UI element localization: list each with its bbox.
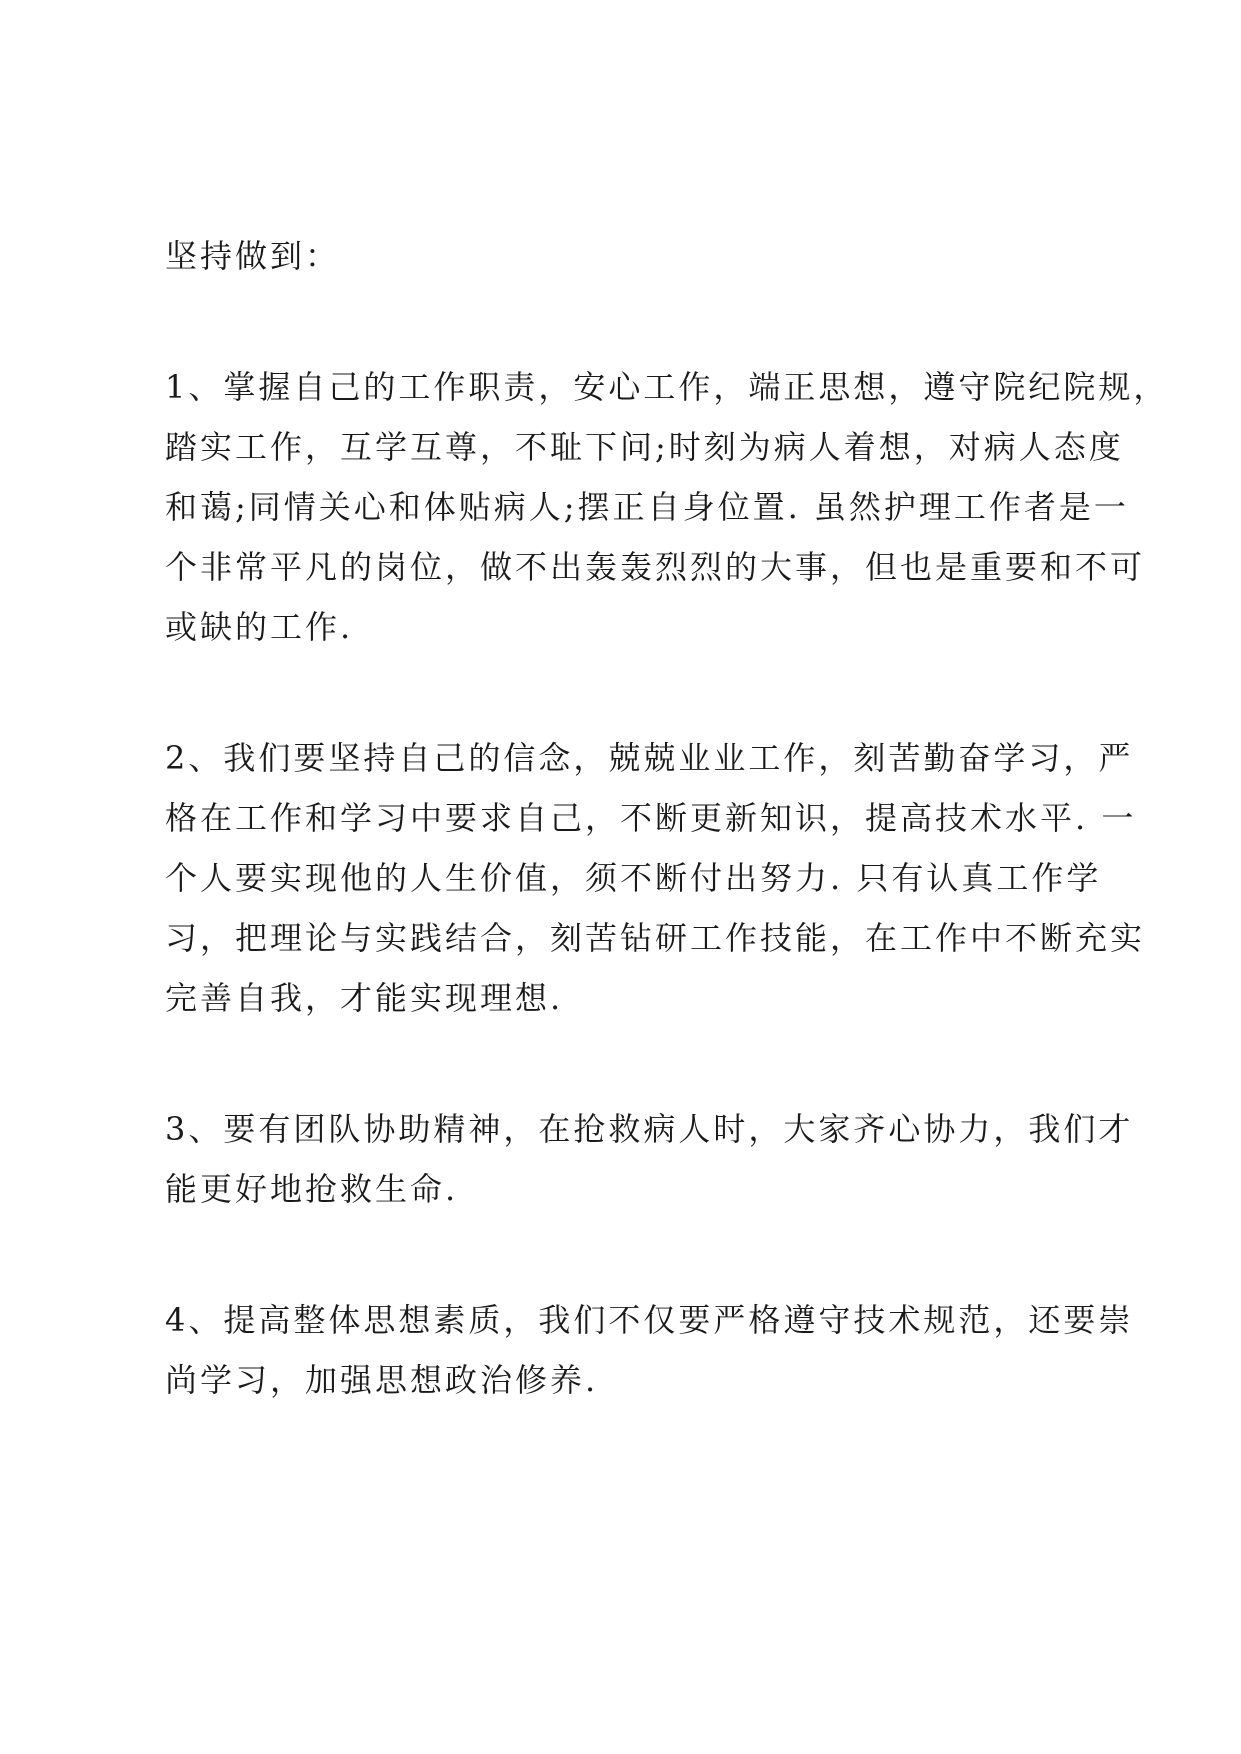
paragraph-line: 能更好地抢救生命.: [165, 1170, 459, 1208]
paragraph-line: 个人要实现他的人生价值，须不断付出努力. 只有认真工作学: [165, 859, 1102, 897]
list-item-4: [165, 1290, 1134, 1410]
paragraph-line: 或缺的工作.: [165, 608, 354, 646]
paragraph-line: 踏实工作，互学互尊，不耻下问;时刻为病人着想，对病人态度: [165, 428, 1124, 466]
list-item-2: [165, 728, 1146, 1028]
list-item-3: [165, 1099, 1134, 1219]
list-item-1: [165, 357, 1169, 657]
intro-paragraph: [165, 226, 1095, 286]
paragraph-line: 3、要有团队协助精神，在抢救病人时，大家齐心协力，我们才: [165, 1110, 1134, 1148]
paragraph-line: 完善自我，才能实现理想.: [165, 979, 564, 1017]
document-body: [165, 226, 1169, 1410]
intro-line: 坚持做到：: [165, 237, 341, 275]
paragraph-line: 和蔼;同情关心和体贴病人;摆正自身位置. 虽然护理工作者是一: [165, 488, 1129, 526]
paragraph-line: 1、掌握自己的工作职责，安心工作，端正思想，遵守院纪院规，: [165, 368, 1169, 406]
paragraph-line: 尚学习，加强思想政治修养.: [165, 1361, 599, 1399]
paragraph-line: 个非常平凡的岗位，做不出轰轰烈烈的大事，但也是重要和不可: [165, 548, 1146, 586]
paragraph-line: 4、提高整体思想素质，我们不仅要严格遵守技术规范，还要崇: [165, 1301, 1134, 1339]
paragraph-line: 2、我们要坚持自己的信念，兢兢业业工作，刻苦勤奋学习，严: [165, 739, 1134, 777]
paragraph-line: 习，把理论与实践结合，刻苦钻研工作技能，在工作中不断充实: [165, 919, 1146, 957]
paragraph-line: 格在工作和学习中要求自己，不断更新知识，提高技术水平. 一: [165, 799, 1137, 837]
